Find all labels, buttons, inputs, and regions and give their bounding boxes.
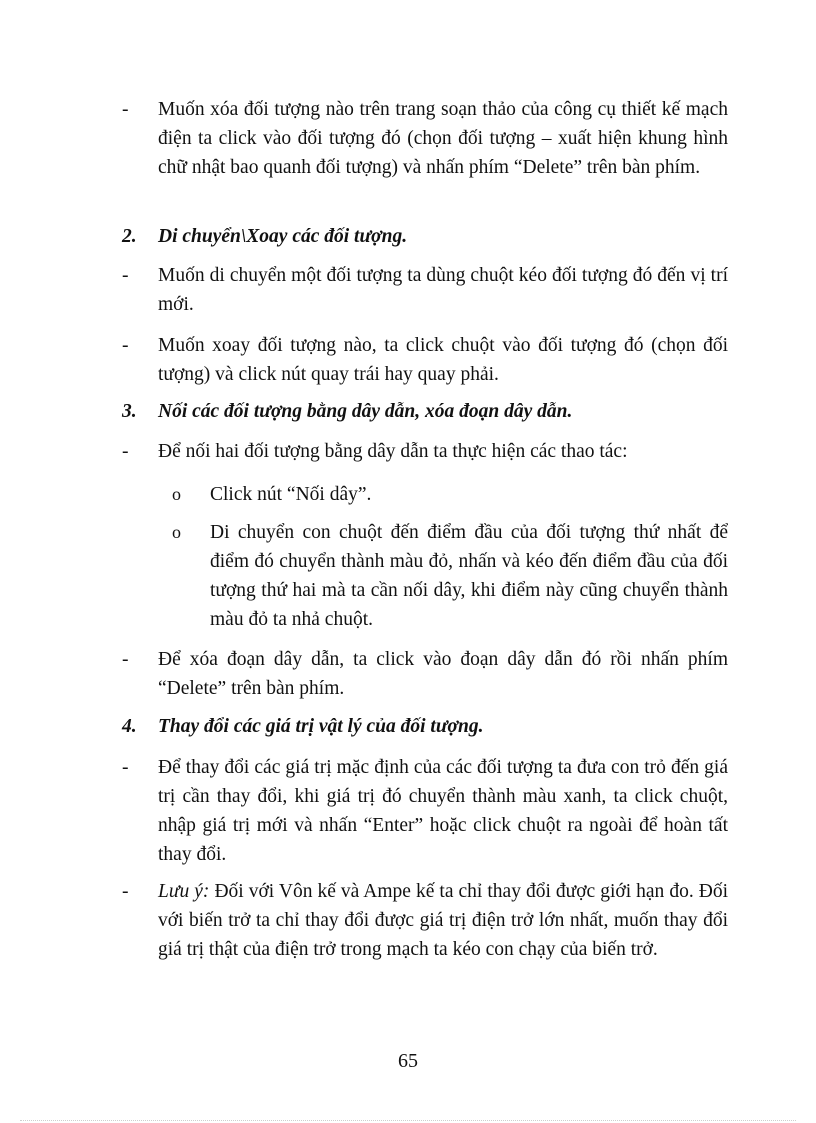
section-number: 4. [122,716,137,737]
bullet-dash: - [122,441,129,462]
bullet-text: Muốn di chuyển một đối tượng ta dùng chuột kéo đối tượng đó đến vị trí mới. [158,265,728,315]
bullet-text: Để thay đổi các giá trị mặc định của các đối tượng ta đưa con trỏ đến giá trị cần thay đổi, khi giá trị đó chuyển thành màu xanh, ta click chuột, nhập giá trị mới và nhấn “Enter” hoặc click chuột ra ngoài để hoàn tất thay đổi. [158,757,728,865]
bullet-text: Để nối hai đối tượng bằng dây dẫn ta thực hiện các thao tác: [158,441,628,462]
bullet-text: Muốn xoay đối tượng nào, ta click chuột vào đối tượng đó (chọn đối tượng) và click nút quay trái hay quay phải. [158,335,728,385]
note-label: Lưu ý: [158,881,210,902]
section-heading-connect-wires [122,397,728,426]
bullet-dash: - [122,335,129,356]
bullet-text [158,877,728,964]
bullet-dash: - [122,99,129,120]
page-bottom-rule [20,1120,796,1121]
page-number: 65 [398,1050,418,1072]
sub-item-click-wire-button [172,480,728,509]
sub-bullet-circle: o [172,522,181,542]
bullet-delete-wire [122,645,728,703]
bullet-text: Để xóa đoạn dây dẫn, ta click vào đoạn dây dẫn đó rồi nhấn phím “Delete” trên bàn phím. [158,649,728,699]
bullet-change-values [122,753,728,869]
section-heading-physical-values [122,712,728,741]
bullet-text: Muốn xóa đối tượng nào trên trang soạn thảo của công cụ thiết kế mạch điện ta click vào đối tượng đó (chọn đối tượng – xuất hiện khung hình chữ nhật bao quanh đối tượng) và nhấn phím “Delete” trên bàn phím. [158,99,728,178]
section-number: 3. [122,401,137,422]
bullet-connect-objects [122,437,728,466]
bullet-move-object [122,261,728,319]
sub-item-text: Click nút “Nối dây”. [210,484,372,505]
sub-item-text: Di chuyển con chuột đến điểm đầu của đối tượng thứ nhất để điểm đó chuyển thành màu đỏ, nhấn và kéo đến điểm đầu của đối tượng thứ hai mà ta cần nối dây, khi điểm này cũng chuyển thành màu đỏ ta nhả chuột. [210,522,728,630]
bullet-dash: - [122,265,129,286]
bullet-dash: - [122,881,129,902]
bullet-dash: - [122,757,129,778]
sub-bullet-circle: o [172,484,181,504]
bullet-delete-object [122,95,728,182]
section-title: Nối các đối tượng bằng dây dẫn, xóa đoạn dây dẫn. [158,401,573,422]
sub-item-drag-point [172,518,728,634]
section-title: Thay đổi các giá trị vật lý của đối tượng. [158,716,484,737]
section-number: 2. [122,226,137,247]
note-body: Đối với Vôn kế và Ampe kế ta chỉ thay đổi được giới hạn đo. Đối với biến trở ta chỉ thay đổi được giá trị điện trở lớn nhất, muốn thay đổi giá trị thật của điện trở trong mạch ta kéo con chạy của biến trở. [158,881,728,960]
bullet-note [122,877,728,964]
section-heading-move-rotate [122,222,728,251]
section-title: Di chuyển\Xoay các đối tượng. [158,226,408,247]
bullet-rotate-object [122,331,728,389]
bullet-dash: - [122,649,129,670]
